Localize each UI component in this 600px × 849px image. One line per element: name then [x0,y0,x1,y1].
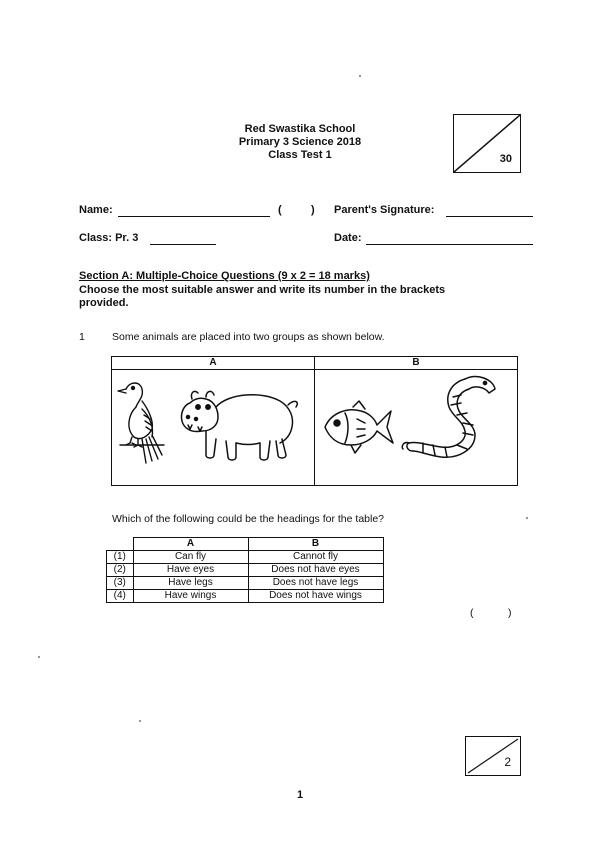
class-field[interactable] [150,244,216,245]
fish-icon [321,399,395,455]
option-col-b: Cannot fly [248,551,383,564]
answer-field[interactable] [477,605,507,621]
option-col-a: Have wings [133,590,248,603]
group-b-heading: B [315,357,517,370]
bird-icon [116,379,168,467]
option-col-b: Does not have eyes [248,564,383,577]
option-number: (1) [107,551,134,564]
index-bracket-open: ( [278,204,282,216]
option-row-4[interactable] [107,590,384,603]
index-number-field[interactable] [284,204,310,217]
group-a-cell [112,357,315,485]
class-label: Class: Pr. 3 [79,232,139,244]
diagonal-line-icon [466,737,520,775]
options-header-blank [107,538,134,551]
speck [38,656,40,658]
school-name: Red Swastika School [244,123,356,135]
animal-groups-table [111,356,518,486]
option-number: (2) [107,564,134,577]
option-row-3[interactable] [107,577,384,590]
option-col-b: Does not have wings [248,590,383,603]
answer-bracket-open: ( [470,607,474,619]
section-instruction-cont: provided. [79,297,129,309]
parent-signature-label: Parent's Signature: [334,204,435,216]
test-title: Class Test 1 [268,149,332,161]
hippo-icon [176,381,302,467]
option-row-1[interactable] [107,551,384,564]
group-b-cell [315,357,517,485]
speck [526,517,528,519]
page-score-box [465,736,521,776]
question-prompt: Which of the following could be the headings for the table? [112,513,385,525]
group-a-heading: A [112,357,314,370]
date-field[interactable] [366,244,533,245]
snake-icon [401,373,507,473]
option-row-2[interactable] [107,564,384,577]
question-number: 1 [79,331,85,343]
option-col-b: Does not have legs [248,577,383,590]
option-col-a: Have legs [133,577,248,590]
parent-signature-field[interactable] [446,216,533,217]
name-label: Name: [79,204,113,216]
answer-bracket-close: ) [508,607,512,619]
total-score-box [453,114,521,173]
subject-title: Primary 3 Science 2018 [238,136,362,148]
option-number: (3) [107,577,134,590]
total-score-value: 30 [499,153,512,165]
index-bracket-close: ) [311,204,315,216]
question-stem: Some animals are placed into two groups as shown below. [112,331,385,343]
page-number: 1 [297,789,304,801]
section-title: Section A: Multiple-Choice Questions (9 x 2 = 18 marks) [79,270,370,282]
option-number: (4) [107,590,134,603]
page-score-value: 2 [504,755,511,769]
options-header-b: B [248,538,383,551]
speck [139,720,141,722]
options-header-row [107,538,384,551]
options-header-a: A [133,538,248,551]
speck [359,75,361,77]
option-col-a: Have eyes [133,564,248,577]
option-col-a: Can fly [133,551,248,564]
date-label: Date: [334,232,362,244]
name-field[interactable] [118,216,270,217]
section-instruction: Choose the most suitable answer and write its number in the brackets [79,284,446,296]
options-table [106,537,384,603]
